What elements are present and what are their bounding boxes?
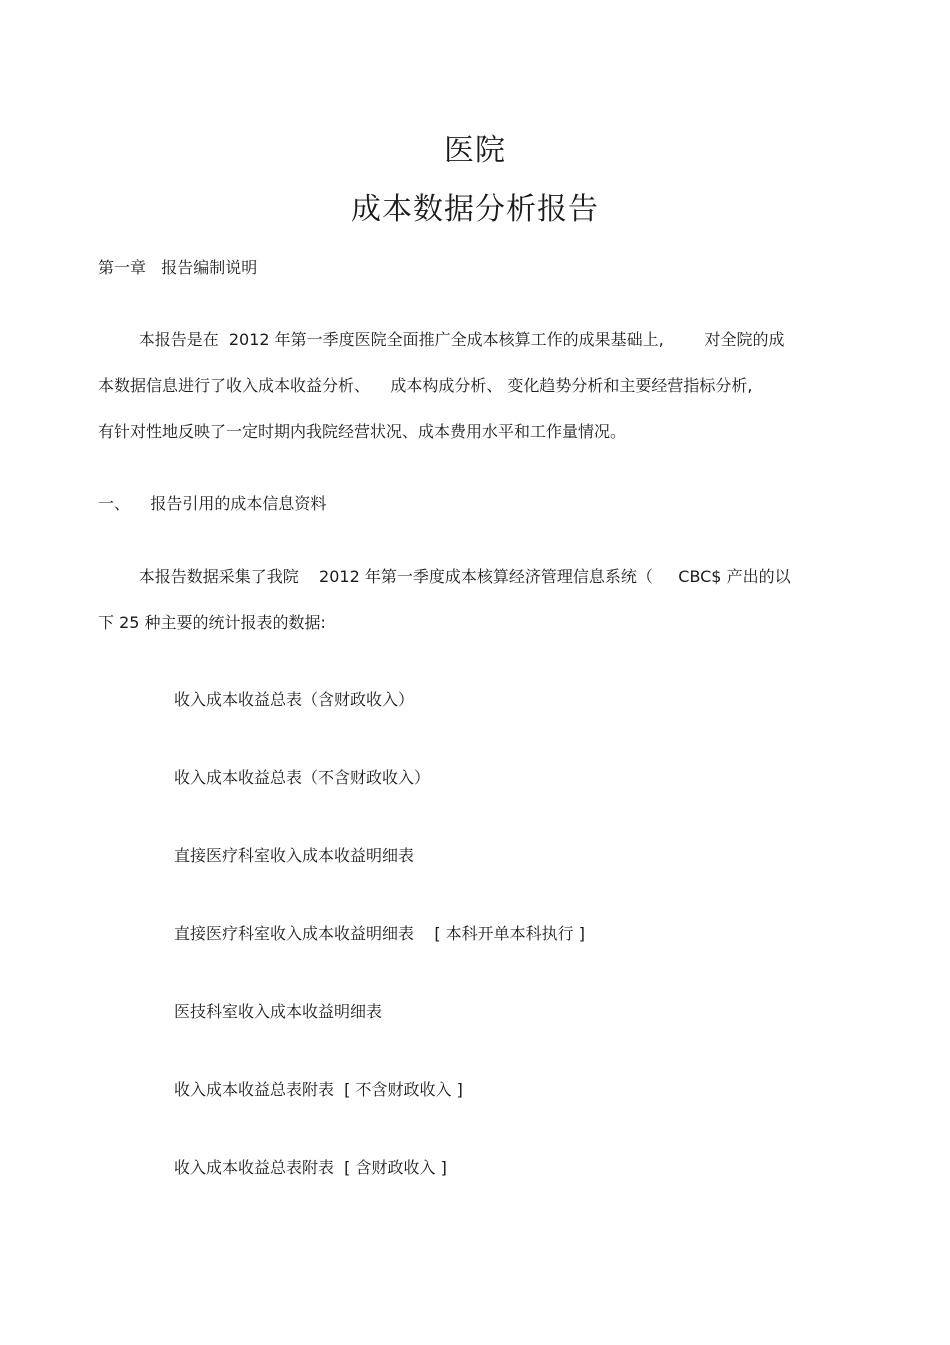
report-list-item: 收入成本收益总表（不含财政收入） [174, 768, 431, 787]
report-list-item: 医技科室收入成本收益明细表 [174, 1002, 383, 1021]
intro-paragraph-line-2: 本数据信息进行了收入成本收益分析、 成本构成分析、 变化趋势分析和主要经营指标分析, [98, 376, 753, 395]
chapter-heading: 第一章 报告编制说明 [98, 258, 258, 277]
document-title-line-2: 成本数据分析报告 [351, 192, 599, 227]
report-list-item: 直接医疗科室收入成本收益明细表 [174, 846, 415, 865]
data-paragraph-line-2: 下 25 种主要的统计报表的数据: [98, 613, 326, 632]
data-paragraph-line-1: 本报告数据采集了我院 2012 年第一季度成本核算经济管理信息系统（ CBC$ 产出的以 [98, 567, 791, 586]
report-list-item: 收入成本收益总表（含财政收入） [174, 690, 415, 709]
intro-paragraph-line-1: 本报告是在 2012 年第一季度医院全面推广全成本核算工作的成果基础上, 对全院的成 [98, 330, 785, 349]
report-list-item: 收入成本收益总表附表 [ 含财政收入 ] [174, 1158, 447, 1177]
report-list-item: 直接医疗科室收入成本收益明细表 [ 本科开单本科执行 ] [174, 924, 586, 943]
intro-paragraph-line-3: 有针对性地反映了一定时期内我院经营状况、成本费用水平和工作量情况。 [98, 422, 627, 441]
report-list-item: 收入成本收益总表附表 [ 不含财政收入 ] [174, 1080, 463, 1099]
section-heading: 一、 报告引用的成本信息资料 [98, 494, 327, 513]
document-title-line-1: 医院 [444, 133, 506, 168]
